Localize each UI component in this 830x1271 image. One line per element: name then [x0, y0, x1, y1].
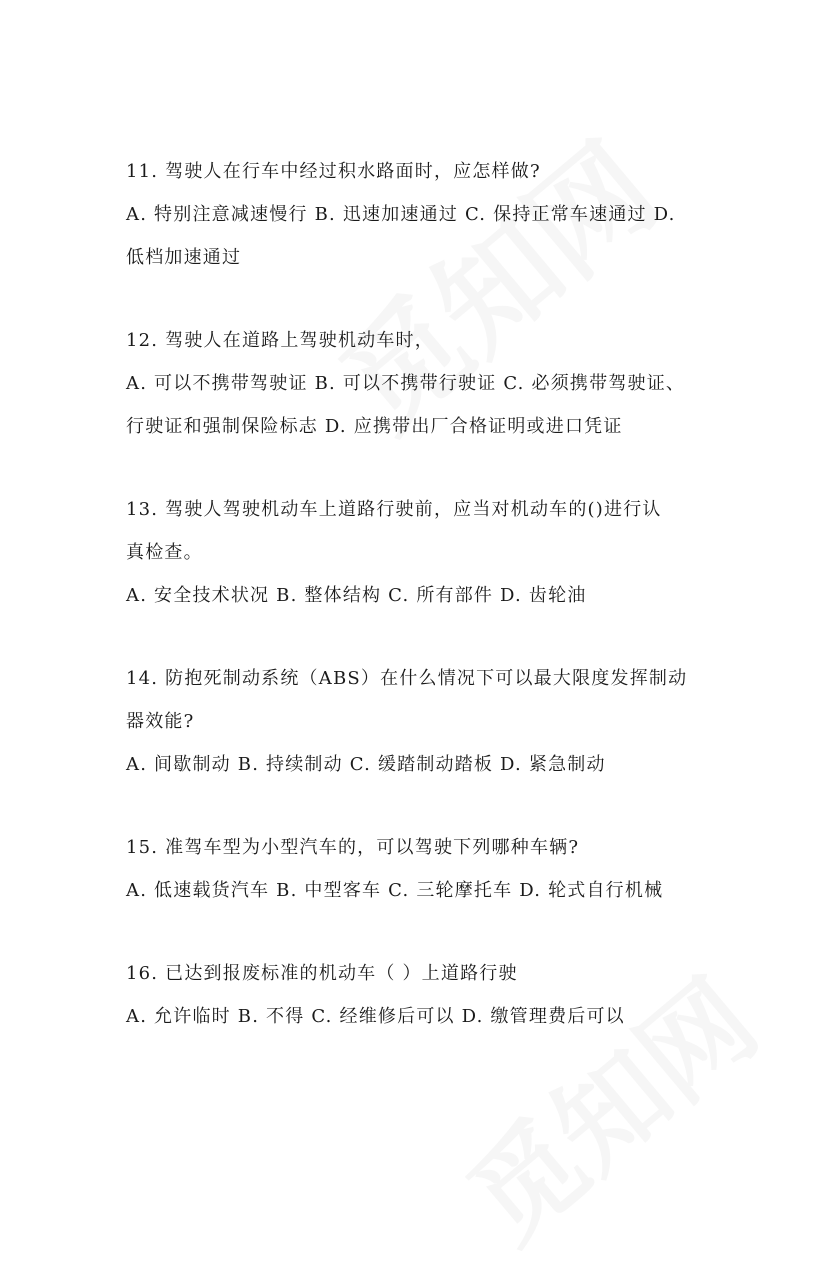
answer-options: A. 允许临时 B. 不得 C. 经维修后可以 D. 缴管理费后可以: [126, 1006, 625, 1027]
question-text: 12. 驾驶人在道路上驾驶机动车时，: [126, 330, 434, 351]
question-15: [126, 826, 716, 912]
question-11: [126, 150, 716, 279]
question-text-cont: 真检查。: [126, 542, 203, 563]
question-text: 15. 准驾车型为小型汽车的，可以驾驶下列哪种车辆?: [126, 837, 580, 858]
answer-options: A. 低速载货汽车 B. 中型客车 C. 三轮摩托车 D. 轮式自行机械: [126, 880, 664, 901]
question-16: [126, 952, 716, 1038]
question-text: 14. 防抱死制动系统（ABS）在什么情况下可以最大限度发挥制动: [126, 668, 688, 689]
question-list: [126, 150, 716, 1078]
answer-options: A. 特别注意减速慢行 B. 迅速加速通过 C. 保持正常车速通过 D.: [126, 204, 676, 225]
question-text-cont: 器效能?: [126, 711, 195, 732]
answer-options: A. 安全技术状况 B. 整体结构 C. 所有部件 D. 齿轮油: [126, 585, 587, 606]
question-text: 11. 驾驶人在行车中经过积水路面时，应怎样做?: [126, 161, 541, 182]
answer-options: A. 可以不携带驾驶证 B. 可以不携带行驶证 C. 必须携带驾驶证、: [126, 373, 686, 394]
question-13: [126, 488, 716, 617]
answer-options-cont: 低档加速通过: [126, 247, 242, 268]
question-text: 13. 驾驶人驾驶机动车上道路行驶前，应当对机动车的()进行认: [126, 499, 662, 520]
question-text: 16. 已达到报废标准的机动车（ ）上道路行驶: [126, 963, 518, 984]
question-14: [126, 657, 716, 786]
answer-options: A. 间歇制动 B. 持续制动 C. 缓踏制动踏板 D. 紧急制动: [126, 754, 606, 775]
answer-options-cont: 行驶证和强制保险标志 D. 应携带出厂合格证明或进口凭证: [126, 416, 623, 437]
question-12: [126, 319, 716, 448]
